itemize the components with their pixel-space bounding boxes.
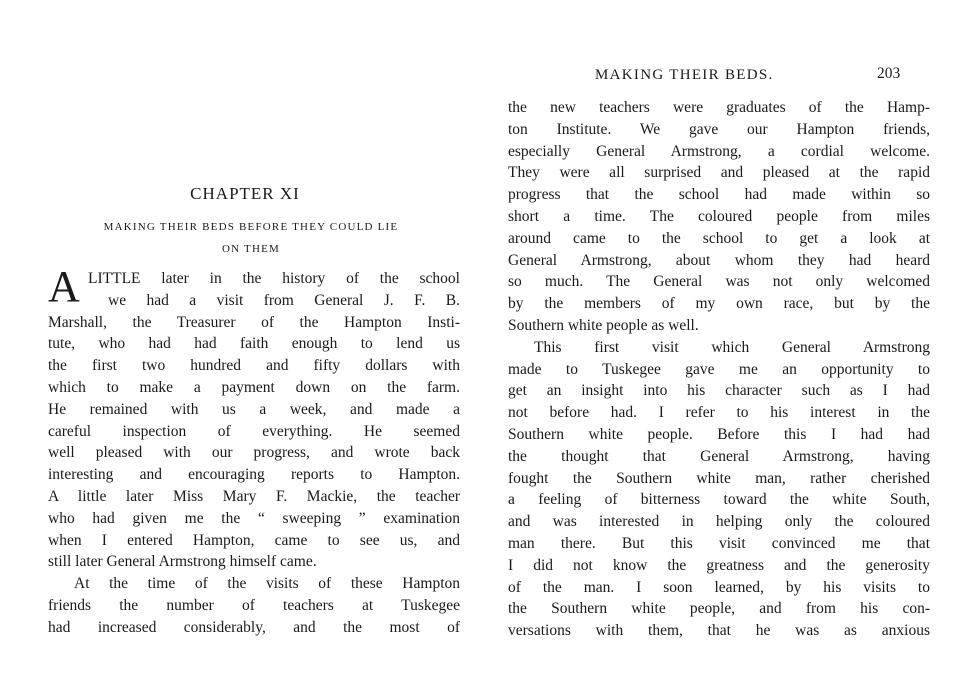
right-page	[505, 0, 933, 682]
text-line: short a time. The coloured people from miles	[508, 207, 930, 225]
text-line: Marshall, the Treasurer of the Hampton Insti-	[48, 313, 460, 331]
text-line: the Southern white people, and from his con-	[508, 600, 930, 618]
left-page	[40, 0, 465, 682]
chapter-title-line: ON THEM	[221, 243, 280, 255]
text-line: General Armstrong, about whom they had heard	[508, 251, 930, 269]
text-line: Southern white people as well.	[508, 316, 699, 334]
text-line: which to make a payment down on the farm.	[48, 378, 460, 396]
text-line: At the time of the visits of these Hampton	[74, 575, 460, 593]
text-line: friends the number of teachers at Tuskegee	[48, 596, 460, 614]
chapter-title	[46, 216, 456, 260]
text-line: tute, who had had faith enough to lend us	[48, 335, 460, 353]
text-line: still later General Armstrong himself came.	[48, 553, 317, 571]
text-line: and was interested in helping only the coloured	[508, 513, 930, 531]
drop-cap: A	[48, 262, 80, 311]
text-line: careful inspection of everything. He seemed	[48, 422, 460, 440]
text-line: of the man. I soon learned, by his visits to	[508, 578, 930, 596]
text-line: I did not know the greatness and the generosity	[508, 556, 930, 574]
text-line: This first visit which General Armstrong	[534, 338, 930, 356]
text-line: progress that the school had made within so	[508, 186, 930, 204]
page-number: 203	[877, 65, 901, 82]
text-line: LITTLE later in the history of the school	[88, 270, 460, 287]
right-page-body	[508, 97, 930, 642]
text-line: we had a visit from General J. F. B.	[108, 291, 460, 309]
text-line: a feeling of bitterness toward the white South,	[508, 491, 930, 509]
text-line: the new teachers were graduates of the Hamp-	[508, 99, 930, 116]
text-line: so much. The General was not only welcomed	[508, 273, 930, 291]
text-line: the thought that General Armstrong, having	[508, 447, 930, 465]
text-line: well pleased with our progress, and wrote back	[48, 444, 460, 462]
text-line: around came to the school to get a look at	[508, 229, 930, 247]
text-line: by the members of my own race, but by the	[508, 295, 930, 313]
text-line: fought the Southern white man, rather cherished	[508, 469, 930, 487]
text-line: made to Tuskegee gave me an opportunity to	[508, 360, 930, 378]
left-page-body	[48, 262, 460, 639]
text-line: ton Institute. We gave our Hampton friends,	[508, 120, 930, 138]
text-line: interesting and encouraging reports to Hampton.	[48, 466, 460, 484]
chapter-title-line: MAKING THEIR BEDS BEFORE THEY COULD LIE	[103, 221, 399, 233]
text-line: not before had. I refer to his interest in the	[508, 404, 930, 422]
text-line: Southern white people. Before this I had had	[508, 425, 930, 443]
text-line: versations with them, that he was as anxious	[508, 622, 930, 640]
running-head: MAKING THEIR BEDS.	[595, 67, 774, 83]
chapter-number: CHAPTER XI	[190, 184, 300, 203]
text-line: A little later Miss Mary F. Mackie, the teacher	[48, 487, 460, 505]
text-line: get an insight into his character such as I had	[508, 382, 930, 400]
text-line: the first two hundred and fifty dollars with	[48, 357, 460, 375]
text-line: man there. But this visit convinced me that	[508, 534, 930, 552]
text-line: They were all surprised and pleased at the rapid	[508, 164, 930, 182]
text-line: had increased considerably, and the most of	[48, 618, 460, 636]
text-line: when I entered Hampton, came to see us, and	[48, 531, 460, 549]
text-line: who had given me the “ sweeping ” examination	[48, 509, 460, 527]
text-line: He remained with us a week, and made a	[48, 400, 460, 418]
text-line: especially General Armstrong, a cordial welcome.	[508, 142, 930, 160]
opening-paragraph	[48, 262, 460, 312]
